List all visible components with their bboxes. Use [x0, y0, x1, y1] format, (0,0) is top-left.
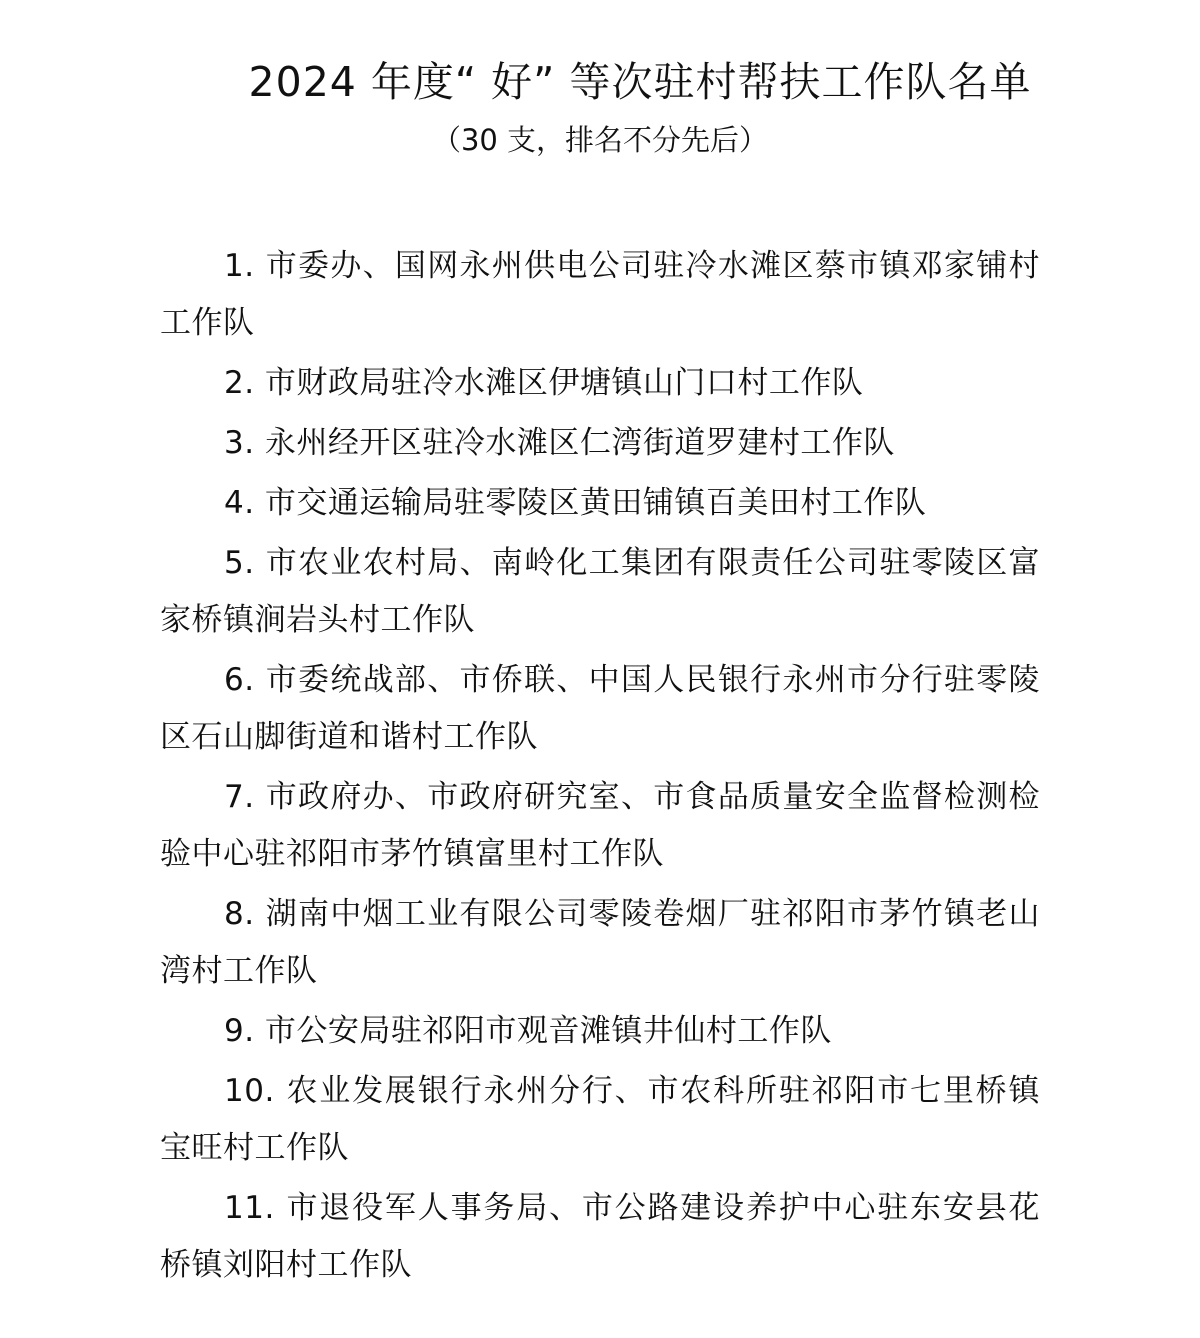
document-title: 2024 年度“ 好” 等次驻村帮扶工作队名单 [248, 58, 1032, 106]
document-subtitle: （30 支，排名不分先后） [431, 123, 769, 157]
list-item: 2. 市财政局驻冷水滩区伊塘镇山门口村工作队 [224, 365, 864, 401]
list-item: 10. 农业发展银行永州分行、市农科所驻祁阳市七里桥镇宝旺村工作队 [160, 1073, 1040, 1166]
list-item: 5. 市农业农村局、南岭化工集团有限责任公司驻零陵区富家桥镇涧岩头村工作队 [160, 545, 1040, 638]
list-item: 8. 湖南中烟工业有限公司零陵卷烟厂驻祁阳市茅竹镇老山湾村工作队 [160, 896, 1040, 989]
list-item: 11. 市退役军人事务局、市公路建设养护中心驻东安县花桥镇刘阳村工作队 [160, 1190, 1040, 1283]
list-item: 7. 市政府办、市政府研究室、市食品质量安全监督检测检验中心驻祁阳市茅竹镇富里村工作队 [160, 779, 1040, 872]
list-item: 6. 市委统战部、市侨联、中国人民银行永州市分行驻零陵区石山脚街道和谐村工作队 [160, 662, 1040, 755]
list-item: 3. 永州经开区驻冷水滩区仁湾街道罗建村工作队 [224, 425, 895, 461]
list-item: 9. 市公安局驻祁阳市观音滩镇井仙村工作队 [224, 1013, 832, 1049]
list-item: 1. 市委办、国网永州供电公司驻冷水滩区蔡市镇邓家铺村工作队 [160, 248, 1040, 341]
team-list [160, 238, 1040, 1294]
list-item: 4. 市交通运输局驻零陵区黄田铺镇百美田村工作队 [224, 485, 927, 521]
